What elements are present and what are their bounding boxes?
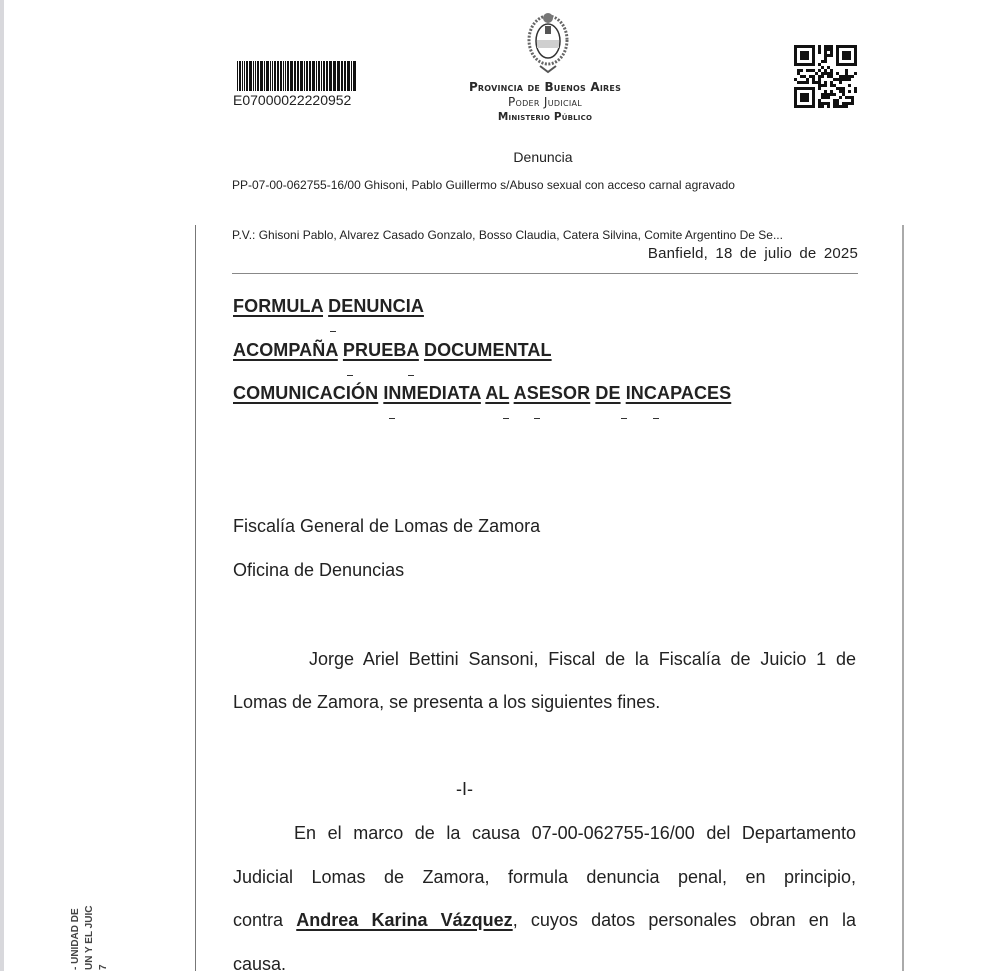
barcode-bar [347,61,350,91]
document-type: Denuncia [513,149,573,165]
intro-line-2: Lomas de Zamora, se presenta a los siguientes fines. [233,692,661,712]
barcode-bar [316,61,317,91]
barcode-bar [255,61,256,91]
barcode-bar [253,61,254,91]
barcode-bar [337,61,340,91]
side-stamp-line-1: - UNIDAD DE [70,908,81,970]
barcode-bar [351,61,352,91]
body-line-2: Judicial Lomas de Zamora, formula denuncia penal, en principio, [233,867,856,887]
barcode-bar [341,61,343,91]
title-word: AL [485,383,510,403]
title-word: ASESOR [513,383,591,403]
underline-artifact [389,418,395,419]
barcode-bar [249,61,252,91]
side-stamp-line-3: 7 [98,964,109,970]
body-line-3 [233,910,856,931]
title-word: FORMULA [233,296,324,316]
recipient-line-2: Oficina de Denuncias [233,560,405,580]
barcode-bar [287,61,289,91]
barcode-bar [270,61,271,91]
barcode-number: E07000022220952 [233,92,352,108]
document-date: Banfield, 18 de julio de 2025 [647,245,858,262]
title-word: ACOMPAÑA [233,340,338,360]
title-acompana-prueba [233,340,552,361]
barcode-bar [242,61,243,91]
title-formula-denuncia [233,296,424,317]
underline-artifact [653,418,659,419]
title-word: INMEDIATA [383,383,481,403]
institution-header [430,80,660,123]
barcode-bar [329,61,332,91]
title-word: DOCUMENTAL [423,340,552,360]
case-reference: PP-07-00-062755-16/00 Ghisoni, Pablo Guillermo s/Abuso sexual con acceso carnal agravado [232,178,735,192]
body-text: , cuyos datos personales obran en la [512,910,857,930]
intro-line-1: Jorge Ariel Bettini Sansoni, Fiscal de la Fiscalía de Juicio 1 de [309,649,856,669]
title-word: DE [595,383,621,403]
barcode-bar [312,61,315,91]
barcode-bar [285,61,286,91]
viewer-left-edge [0,0,4,971]
org-judicial: Poder Judicial [507,95,583,109]
barcode-bar [309,61,311,91]
barcode-icon [237,61,359,91]
barcode-bar [264,61,265,91]
title-word: DENUNCIA [328,296,424,316]
title-comunicacion [233,383,731,404]
barcode-bar [294,61,296,91]
barcode-bar [246,61,248,91]
recipient-line-1: Fiscalía General de Lomas de Zamora [233,516,541,536]
barcode-bar [290,61,293,91]
underline-artifact [503,418,509,419]
org-ministry: Ministerio Público [497,111,593,123]
parties-line: P.V.: Ghisoni Pablo, Alvarez Casado Gonzalo, Bosso Claudia, Catera Silvina, Comite Argentino De Se... [232,228,783,242]
barcode-bar [326,61,328,91]
body-line-4: causa. [233,954,287,974]
title-word: INCAPACES [625,383,732,403]
barcode-bar [300,61,303,91]
title-word: COMUNICACIÓN [233,383,379,403]
barcode-bar [304,61,305,91]
barcode-bar [239,61,241,91]
barcode-bar [283,61,284,91]
argentina-coat-of-arms-icon [526,10,570,74]
barcode-bar [344,61,346,91]
barcode-bar [260,61,263,91]
underline-artifact [408,375,414,376]
org-province: Provincia de Buenos Aires [468,80,622,94]
underline-artifact [621,418,627,419]
page-right-border [902,225,904,971]
underline-artifact [330,331,336,332]
barcode-bar [237,61,238,91]
body-line-1: En el marco de la causa 07-00-062755-16/00 del Departamento [294,823,856,843]
accused-name: Andrea Karina Vázquez [296,910,513,930]
barcode-bar [272,61,273,91]
barcode-bar [280,61,282,91]
barcode-bar [306,61,308,91]
qr-code-icon [794,45,857,108]
page-left-border [195,225,196,971]
body-text: contra [233,910,297,930]
underline-artifact [347,375,353,376]
barcode-bar [353,61,356,91]
barcode-bar [318,61,320,91]
title-word: PRUEBA [342,340,419,360]
header-divider [232,273,858,274]
section-marker: -I- [456,779,473,799]
barcode-bar [257,61,259,91]
barcode-bar [297,61,299,91]
side-stamp [58,900,128,971]
barcode-bar [274,61,276,91]
barcode-bar [266,61,269,91]
barcode-bar [333,61,336,91]
barcode-bar [321,61,322,91]
barcode-bar [323,61,325,91]
side-stamp-line-2: UN Y EL JUIC [84,905,95,970]
barcode-bar [277,61,279,91]
underline-artifact [534,418,540,419]
barcode-bar [244,61,245,91]
